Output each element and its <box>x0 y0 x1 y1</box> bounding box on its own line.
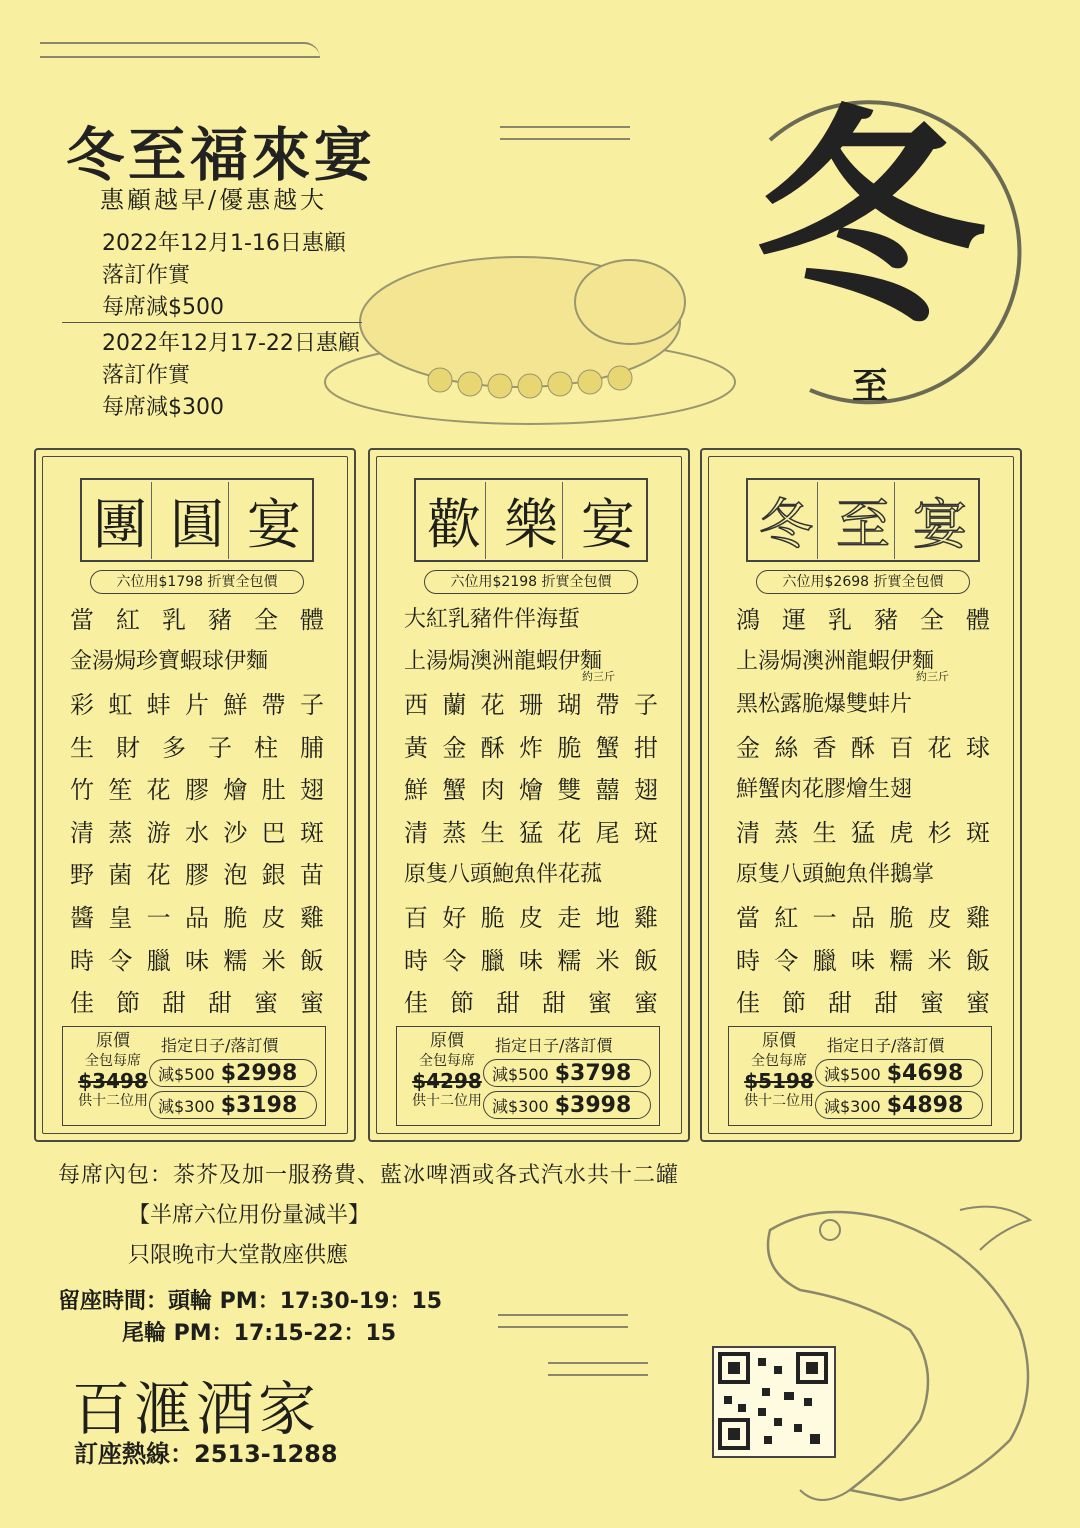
menu-price-line: 六位用$1798 折實全包價 <box>90 570 304 594</box>
menu-title <box>414 478 648 562</box>
orig-price: $3498 <box>78 1069 148 1093</box>
dish-item <box>70 894 324 937</box>
menu-panel-reunion <box>34 448 356 1142</box>
deal-500 <box>483 1059 651 1087</box>
dish-text: 時 令 臘 味 糯 米 飯 <box>736 946 990 975</box>
dish-text: 清 蒸 游 水 沙 巴 斑 <box>70 818 324 847</box>
orig-label: 原價 <box>96 1031 130 1051</box>
seat-label: 留座時間： <box>58 1289 169 1314</box>
seating-first <box>58 1284 442 1315</box>
orig-label: 原價 <box>430 1031 464 1051</box>
promo-discount: 每席減$300 <box>102 395 224 420</box>
dish-text: 佳 節 甜 甜 蜜 蜜 <box>736 989 990 1018</box>
zhi-char: 至 <box>852 366 889 407</box>
dish-text: 鴻 運 乳 豬 全 體 <box>736 605 990 634</box>
dish-item: 大紅乳豬件伴海蜇 <box>404 606 581 632</box>
menu-title-char: 歡 <box>423 482 486 559</box>
dish-list <box>736 596 990 1022</box>
dish-text: 百 好 脆 皮 走 地 雞 <box>404 903 658 932</box>
dish-list <box>70 596 324 1022</box>
promo-discount: 每席減$500 <box>102 295 224 320</box>
promo-booking: 落訂作實 <box>102 363 191 388</box>
dish-item <box>70 766 324 809</box>
menu-title-char: 冬 <box>755 482 818 559</box>
menu-panel-joy <box>368 448 690 1142</box>
roast-pig-illustration <box>320 232 740 432</box>
deal-price: $3998 <box>554 1093 632 1118</box>
seat-time: 頭輪 PM：17:30-19：15 <box>168 1289 443 1314</box>
dish-item: 上湯焗澳洲龍蝦伊麵 <box>404 649 603 675</box>
dish-item: 上湯焗澳洲龍蝦伊麵 <box>736 649 935 675</box>
deal-300 <box>815 1091 983 1119</box>
deal-label: 指定日子/落訂價 <box>827 1036 945 1055</box>
original-price <box>71 1031 155 1111</box>
dish-text: 鮮 蟹 肉 燴 雙 囍 翅 <box>404 776 658 805</box>
price-box <box>728 1026 992 1126</box>
original-price <box>737 1031 821 1111</box>
deal-off: 減$300 <box>492 1097 549 1116</box>
deal-label: 指定日子/落訂價 <box>161 1036 279 1055</box>
deal-price: $3798 <box>554 1061 632 1086</box>
dish-item <box>70 596 324 639</box>
promo-late <box>102 328 360 424</box>
dish-text: 當 紅 一 品 脆 皮 雞 <box>736 903 990 932</box>
dish-item <box>404 937 658 980</box>
price-box <box>62 1026 326 1126</box>
dish-item <box>404 766 658 809</box>
dish-item: 鮮蟹肉花膠燴生翅 <box>736 777 913 803</box>
seating-second: 尾輪 PM：17:15-22：15 <box>122 1321 397 1346</box>
big-winter-char: 冬 <box>754 88 986 355</box>
dish-item: 金湯焗珍寶蝦球伊麵 <box>70 649 269 675</box>
booking-hotline: 訂座熱線：2513-1288 <box>74 1440 338 1468</box>
menu-title-char: 宴 <box>247 492 301 556</box>
decorative-line <box>498 1314 628 1328</box>
menu-price-line: 六位用$2698 折實全包價 <box>756 570 970 594</box>
weight-note: 約三斤 <box>916 670 949 683</box>
dish-item <box>736 724 990 767</box>
qr-code[interactable] <box>712 1346 836 1458</box>
deal-off: 減$500 <box>158 1065 215 1084</box>
menu-panel-winter <box>700 448 1022 1142</box>
deal-off: 減$300 <box>158 1097 215 1116</box>
price-box <box>396 1026 660 1126</box>
dish-text: 佳 節 甜 甜 蜜 蜜 <box>70 989 324 1018</box>
dinner-only-note: 只限晚市大堂散座供應 <box>128 1243 349 1268</box>
orig-label: 原價 <box>762 1031 796 1051</box>
deal-off: 減$500 <box>824 1065 881 1084</box>
menu-title-char: 宴 <box>913 492 967 556</box>
orig-sub: 全包每席 <box>751 1053 807 1069</box>
menu-title <box>746 478 980 562</box>
half-table-note: 【半席六位用份量減半】 <box>128 1203 371 1228</box>
orig-seats: 供十二位用 <box>78 1093 148 1109</box>
menu-title-char: 宴 <box>581 492 635 556</box>
promo-booking: 落訂作實 <box>102 263 191 288</box>
dish-item <box>70 724 324 767</box>
menu-title <box>80 478 314 562</box>
orig-seats: 供十二位用 <box>744 1093 814 1109</box>
deal-label: 指定日子/落訂價 <box>495 1036 613 1055</box>
deal-off: 減$300 <box>824 1097 881 1116</box>
dish-list <box>404 596 658 1022</box>
orig-price: $5198 <box>744 1069 814 1093</box>
menu-title-char: 圓 <box>166 482 229 559</box>
menu-price-line: 六位用$2198 折實全包價 <box>424 570 638 594</box>
decorative-line <box>40 42 320 58</box>
dish-item <box>736 809 990 852</box>
promo-date: 2022年12月17-22日惠顧 <box>102 331 360 356</box>
restaurant-name: 百滙酒家 <box>72 1375 321 1443</box>
dish-item <box>736 979 990 1022</box>
dish-text: 時 令 臘 味 糯 米 飯 <box>404 946 658 975</box>
dish-text: 清 蒸 生 猛 花 尾 斑 <box>404 818 658 847</box>
dish-text: 西 蘭 花 珊 瑚 帶 子 <box>404 690 658 719</box>
dish-item <box>404 979 658 1022</box>
promo-early <box>102 228 346 324</box>
dish-text: 野 菌 花 膠 泡 銀 苗 <box>70 861 324 890</box>
dish-item <box>70 681 324 724</box>
page-title: 冬至福來宴 <box>66 121 377 189</box>
qr-code-icon <box>714 1348 834 1456</box>
dish-text: 竹 笙 花 膠 燴 肚 翅 <box>70 776 324 805</box>
dish-text: 時 令 臘 味 糯 米 飯 <box>70 946 324 975</box>
dish-item <box>404 681 658 724</box>
deal-price: $4898 <box>886 1093 964 1118</box>
decorative-line <box>548 1362 648 1376</box>
dish-item <box>736 596 990 639</box>
deal-off: 減$500 <box>492 1065 549 1084</box>
dish-text: 生 財 多 子 柱 脯 <box>70 733 324 762</box>
menu-title-char: 樂 <box>500 482 563 559</box>
deal-price: $4698 <box>886 1061 964 1086</box>
orig-sub: 全包每席 <box>419 1053 475 1069</box>
deal-500 <box>149 1059 317 1087</box>
decorative-line <box>500 126 630 140</box>
dish-item <box>70 937 324 980</box>
dish-text: 當 紅 乳 豬 全 體 <box>70 605 324 634</box>
dish-item: 原隻八頭鮑魚伴花菰 <box>404 862 603 888</box>
weight-note: 約三斤 <box>582 670 615 683</box>
deal-500 <box>815 1059 983 1087</box>
menu-title-char: 團 <box>89 482 152 559</box>
dish-item <box>70 809 324 852</box>
dish-item: 原隻八頭鮑魚伴鵝掌 <box>736 862 935 888</box>
orig-seats: 供十二位用 <box>412 1093 482 1109</box>
menu-title-char: 至 <box>832 482 895 559</box>
deal-price: $3198 <box>220 1093 298 1118</box>
divider <box>62 322 362 323</box>
dish-text: 彩 虹 蚌 片 鮮 帶 子 <box>70 690 324 719</box>
dish-item <box>70 852 324 895</box>
promo-date: 2022年12月1-16日惠顧 <box>102 231 346 256</box>
dish-item <box>404 809 658 852</box>
included-items: 每席內包：茶芥及加一服務費、藍冰啤酒或各式汽水共十二罐 <box>58 1163 680 1188</box>
dish-text: 醬 皇 一 品 脆 皮 雞 <box>70 903 324 932</box>
dish-item: 黑松露脆爆雙蚌片 <box>736 691 913 717</box>
dish-item <box>404 724 658 767</box>
dish-item <box>736 894 990 937</box>
orig-price: $4298 <box>412 1069 482 1093</box>
tagline: 惠顧越早/優惠越大 <box>100 186 328 214</box>
dish-item <box>404 894 658 937</box>
dish-text: 清 蒸 生 猛 虎 杉 斑 <box>736 818 990 847</box>
dish-item <box>70 979 324 1022</box>
dish-text: 黃 金 酥 炸 脆 蟹 拑 <box>404 733 658 762</box>
dish-text: 金 絲 香 酥 百 花 球 <box>736 733 990 762</box>
deal-300 <box>483 1091 651 1119</box>
dish-item <box>736 937 990 980</box>
deal-300 <box>149 1091 317 1119</box>
dish-text: 佳 節 甜 甜 蜜 蜜 <box>404 989 658 1018</box>
original-price <box>405 1031 489 1111</box>
deal-price: $2998 <box>220 1061 298 1086</box>
orig-sub: 全包每席 <box>85 1053 141 1069</box>
